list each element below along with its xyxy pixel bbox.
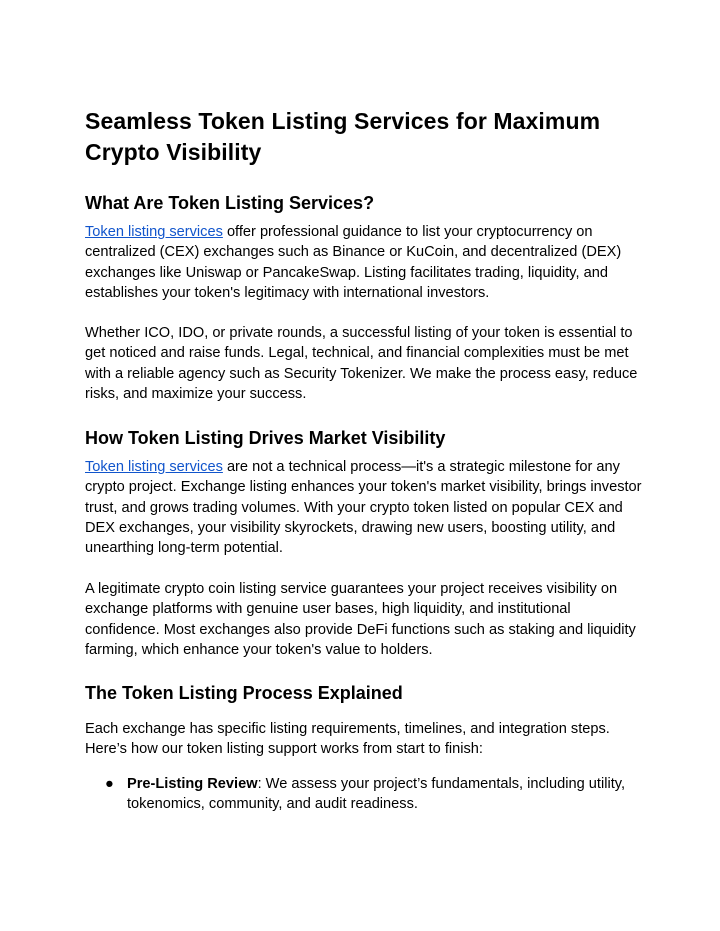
page-title: Seamless Token Listing Services for Maximum Crypto Visibility [85, 108, 601, 165]
paragraph-text: are not a technical process—it's a strategic milestone for any crypto project. Exchange listing enhances your token's market visibility, brings investor trust, and grows trading volumes. With your crypto token listed on popular CEX and DEX exchanges, your visibility skyrockets, drawing new users, boosting utility, and unearthing long-term potential. [85, 459, 642, 557]
paragraph-market-visibility-2: A legitimate crypto coin listing service guarantees your project receives visibility on exchange platforms with genuine user bases, high liquidity, and institutional confidence. Most exchanges also provide DeFi functions such as staking and liquidity farming, which enhance your token's value to holders. [85, 581, 636, 658]
list-item-text: : We assess your project’s fundamentals, including utility, tokenomics, community, and audit readiness. [127, 776, 626, 813]
paragraph-listing-process-1: Each exchange has specific listing requirements, timelines, and integration steps. Here’s how our token listing support works from start to finish: [85, 721, 610, 758]
paragraph-text: offer professional guidance to list your cryptocurrency on centralized (CEX) exchanges such as Binance or KuCoin, and decentralized (DEX) exchanges like Uniswap or PancakeSwap. Listing facilitates trading, liquidity, and establishes your token's legitimacy with international investors. [85, 224, 622, 301]
token-listing-services-link-2[interactable]: Token listing services [85, 459, 223, 475]
list-item-bold: Pre-Listing Review [127, 776, 258, 792]
section-heading-market-visibility: How Token Listing Drives Market Visibility [85, 428, 446, 448]
list-item [85, 774, 640, 815]
bullet-icon: ● [105, 776, 114, 792]
section-heading-what-are: What Are Token Listing Services? [85, 193, 375, 213]
token-listing-services-link-1[interactable]: Token listing services [85, 224, 223, 240]
section-heading-listing-process: The Token Listing Process Explained [85, 683, 403, 703]
paragraph-market-visibility-1 [85, 457, 645, 558]
paragraph-what-are-2: Whether ICO, IDO, or private rounds, a successful listing of your token is essential to get noticed and raise funds. Legal, technical, and financial complexities must be met with a reliable agency such as Security Tokenizer. We make the process easy, reduce risks, and maximize your success. [85, 325, 638, 402]
listing-steps-list [85, 774, 640, 815]
paragraph-what-are-1 [85, 222, 645, 303]
